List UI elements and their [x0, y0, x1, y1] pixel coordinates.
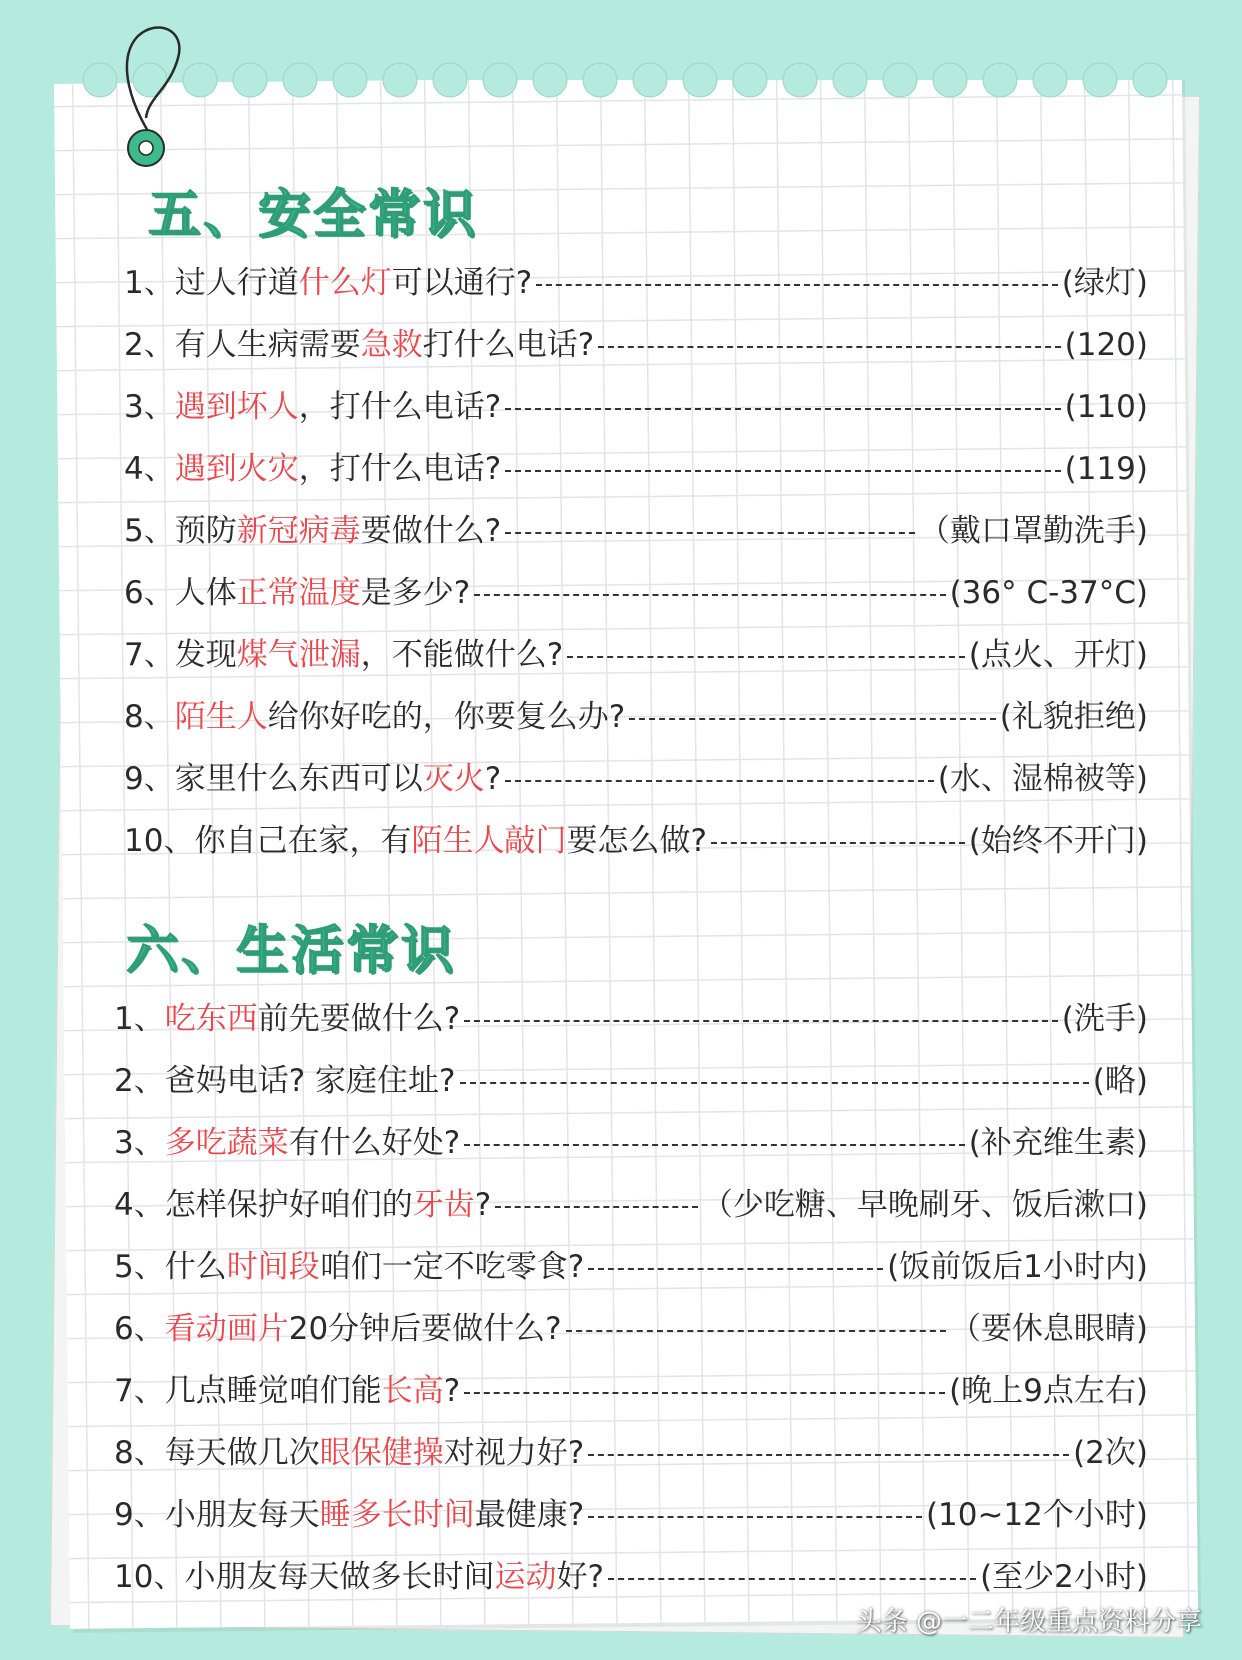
highlight-keyword: 遇到火灾: [174, 451, 299, 487]
item-number: 7、: [114, 1373, 165, 1409]
item-number: 6、: [124, 575, 175, 611]
item-number: 9、: [114, 1497, 165, 1533]
dashed-leader: [464, 1392, 945, 1396]
item-number: 3、: [124, 389, 175, 425]
highlight-keyword: 遇到坏人: [174, 389, 299, 425]
highlight-keyword: 牙齿: [412, 1187, 475, 1223]
highlight-keyword: 煤气泄漏: [236, 637, 361, 673]
paper-clip-icon: [108, 18, 198, 178]
item-number: 5、: [114, 1249, 165, 1285]
question-text: 爸妈电话? 家庭住址?: [164, 1063, 456, 1099]
item-number: 3、: [114, 1125, 165, 1161]
highlight-keyword: 看动画片: [164, 1311, 289, 1347]
answer-text: (至少2小时): [980, 1559, 1148, 1595]
question-text: 预防新冠病毒要做什么?: [174, 513, 502, 549]
highlight-keyword: 新冠病毒: [236, 513, 361, 549]
dashed-leader: [460, 1082, 1089, 1086]
dashed-leader: [474, 594, 945, 598]
list-item: [114, 1050, 1148, 1112]
item-number: 8、: [114, 1435, 165, 1471]
section-title-daily-life: 六、生活常识: [126, 921, 457, 981]
question-text: 家里什么东西可以灭火?: [174, 761, 502, 797]
dashed-leader: [711, 842, 965, 846]
highlight-keyword: 长高: [381, 1373, 444, 1409]
question-text: 遇到坏人，打什么电话?: [174, 389, 502, 425]
highlight-keyword: 正常温度: [236, 575, 361, 611]
list-item: [124, 624, 1148, 686]
question-text: 几点睡觉咱们能长高?: [164, 1373, 461, 1409]
dashed-leader: [505, 780, 934, 784]
answer-text: (120): [1064, 327, 1148, 363]
list-item: [124, 314, 1148, 376]
answer-text: (晚上9点左右): [949, 1373, 1148, 1409]
list-item: [114, 1546, 1148, 1608]
dashed-leader: [566, 1330, 946, 1334]
item-number: 2、: [114, 1063, 165, 1099]
highlight-keyword: 急救: [360, 327, 423, 363]
question-text: 小朋友每天做多长时间运动好?: [184, 1559, 604, 1595]
list-item: [124, 252, 1148, 314]
item-number: 6、: [114, 1311, 165, 1347]
highlight-keyword: 吃东西: [164, 1001, 258, 1037]
dashed-leader: [505, 470, 1060, 474]
list-item: [114, 1484, 1148, 1546]
highlight-keyword: 灭火: [422, 761, 485, 797]
question-text: 什么时间段咱们一定不吃零食?: [164, 1249, 585, 1285]
dashed-leader: [588, 1268, 883, 1272]
question-text: 吃东西前先要做什么?: [164, 1001, 461, 1037]
answer-text: (补充维生素): [968, 1125, 1148, 1161]
list-item: [124, 810, 1148, 872]
item-number: 1、: [114, 1001, 165, 1037]
list-item: [114, 1174, 1148, 1236]
list-item: [114, 1236, 1148, 1298]
list-item: [124, 438, 1148, 500]
dashed-leader: [464, 1144, 965, 1148]
highlight-keyword: 时间段: [226, 1249, 320, 1285]
item-number: 1、: [124, 265, 175, 301]
list-item: [124, 500, 1148, 562]
item-number: 4、: [114, 1187, 165, 1223]
list-item: [124, 686, 1148, 748]
question-text: 过人行道什么灯可以通行?: [174, 265, 533, 301]
answer-text: （要休息眼睛): [949, 1311, 1148, 1347]
list-item: [124, 562, 1148, 624]
list-item: [114, 1422, 1148, 1484]
dashed-leader: [598, 346, 1060, 350]
dashed-leader: [505, 408, 1060, 412]
highlight-keyword: 多吃蔬菜: [164, 1125, 289, 1161]
answer-text: (绿灯): [1061, 265, 1148, 301]
answer-text: (10~12个小时): [925, 1497, 1148, 1533]
highlight-keyword: 运动: [494, 1559, 557, 1595]
daily-life-question-list: [114, 988, 1148, 1608]
dashed-leader: [588, 1516, 922, 1520]
question-text: 你自己在家，有陌生人敲门要怎么做?: [194, 823, 707, 859]
item-number: 5、: [124, 513, 175, 549]
question-text: 人体正常温度是多少?: [174, 575, 471, 611]
dashed-leader: [567, 656, 965, 660]
dashed-leader: [495, 1206, 698, 1210]
question-text: 陌生人给你好吃的，你要复么办?: [174, 699, 626, 735]
item-number: 9、: [124, 761, 175, 797]
question-text: 遇到火灾，打什么电话?: [174, 451, 502, 487]
question-text: 发现煤气泄漏，不能做什么?: [174, 637, 564, 673]
item-number: 2、: [124, 327, 175, 363]
answer-text: (36° C-37°C): [949, 575, 1148, 611]
source-watermark: 头条 @一二年级重点资料分享: [855, 1607, 1202, 1637]
list-item: [114, 1112, 1148, 1174]
answer-text: （戴口罩勤洗手): [918, 513, 1148, 549]
highlight-keyword: 什么灯: [298, 265, 392, 301]
dashed-leader: [608, 1578, 976, 1582]
answer-text: (110): [1064, 389, 1148, 425]
question-text: 小朋友每天睡多长时间最健康?: [164, 1497, 585, 1533]
item-number: 4、: [124, 451, 175, 487]
question-text: 怎样保护好咱们的牙齿?: [164, 1187, 492, 1223]
answer-text: (礼貌拒绝): [999, 699, 1148, 735]
list-item: [114, 1360, 1148, 1422]
dashed-leader: [464, 1020, 1058, 1024]
item-number: 7、: [124, 637, 175, 673]
answer-text: (始终不开门): [968, 823, 1148, 859]
dashed-leader: [629, 718, 996, 722]
dashed-leader: [536, 284, 1058, 288]
dashed-leader: [505, 532, 915, 536]
answer-text: (2次): [1073, 1435, 1148, 1471]
question-text: 有人生病需要急救打什么电话?: [174, 327, 595, 363]
answer-text: (119): [1064, 451, 1148, 487]
section-title-safety: 五、安全常识: [148, 185, 479, 245]
answer-text: (水、湿棉被等): [937, 761, 1148, 797]
question-text: 多吃蔬菜有什么好处?: [164, 1125, 461, 1161]
list-item: [114, 988, 1148, 1050]
answer-text: (点火、开灯): [968, 637, 1148, 673]
scalloped-paper-edge: [40, 58, 1202, 118]
answer-text: (洗手): [1061, 1001, 1148, 1037]
highlight-keyword: 陌生人敲门: [411, 823, 567, 859]
highlight-keyword: 眼保健操: [319, 1435, 444, 1471]
answer-text: (饭前饭后1小时内): [887, 1249, 1148, 1285]
list-item: [124, 748, 1148, 810]
safety-question-list: [124, 252, 1148, 872]
answer-text: （少吃糖、早晚刷牙、饭后漱口): [701, 1187, 1148, 1223]
answer-text: (略): [1092, 1063, 1148, 1099]
item-number: 10、: [124, 823, 195, 859]
highlight-keyword: 陌生人: [174, 699, 268, 735]
highlight-keyword: 睡多长时间: [319, 1497, 475, 1533]
item-number: 8、: [124, 699, 175, 735]
question-text: 看动画片20分钟后要做什么?: [164, 1311, 562, 1347]
item-number: 10、: [114, 1559, 185, 1595]
question-text: 每天做几次眼保健操对视力好?: [164, 1435, 585, 1471]
list-item: [114, 1298, 1148, 1360]
list-item: [124, 376, 1148, 438]
dashed-leader: [588, 1454, 1069, 1458]
